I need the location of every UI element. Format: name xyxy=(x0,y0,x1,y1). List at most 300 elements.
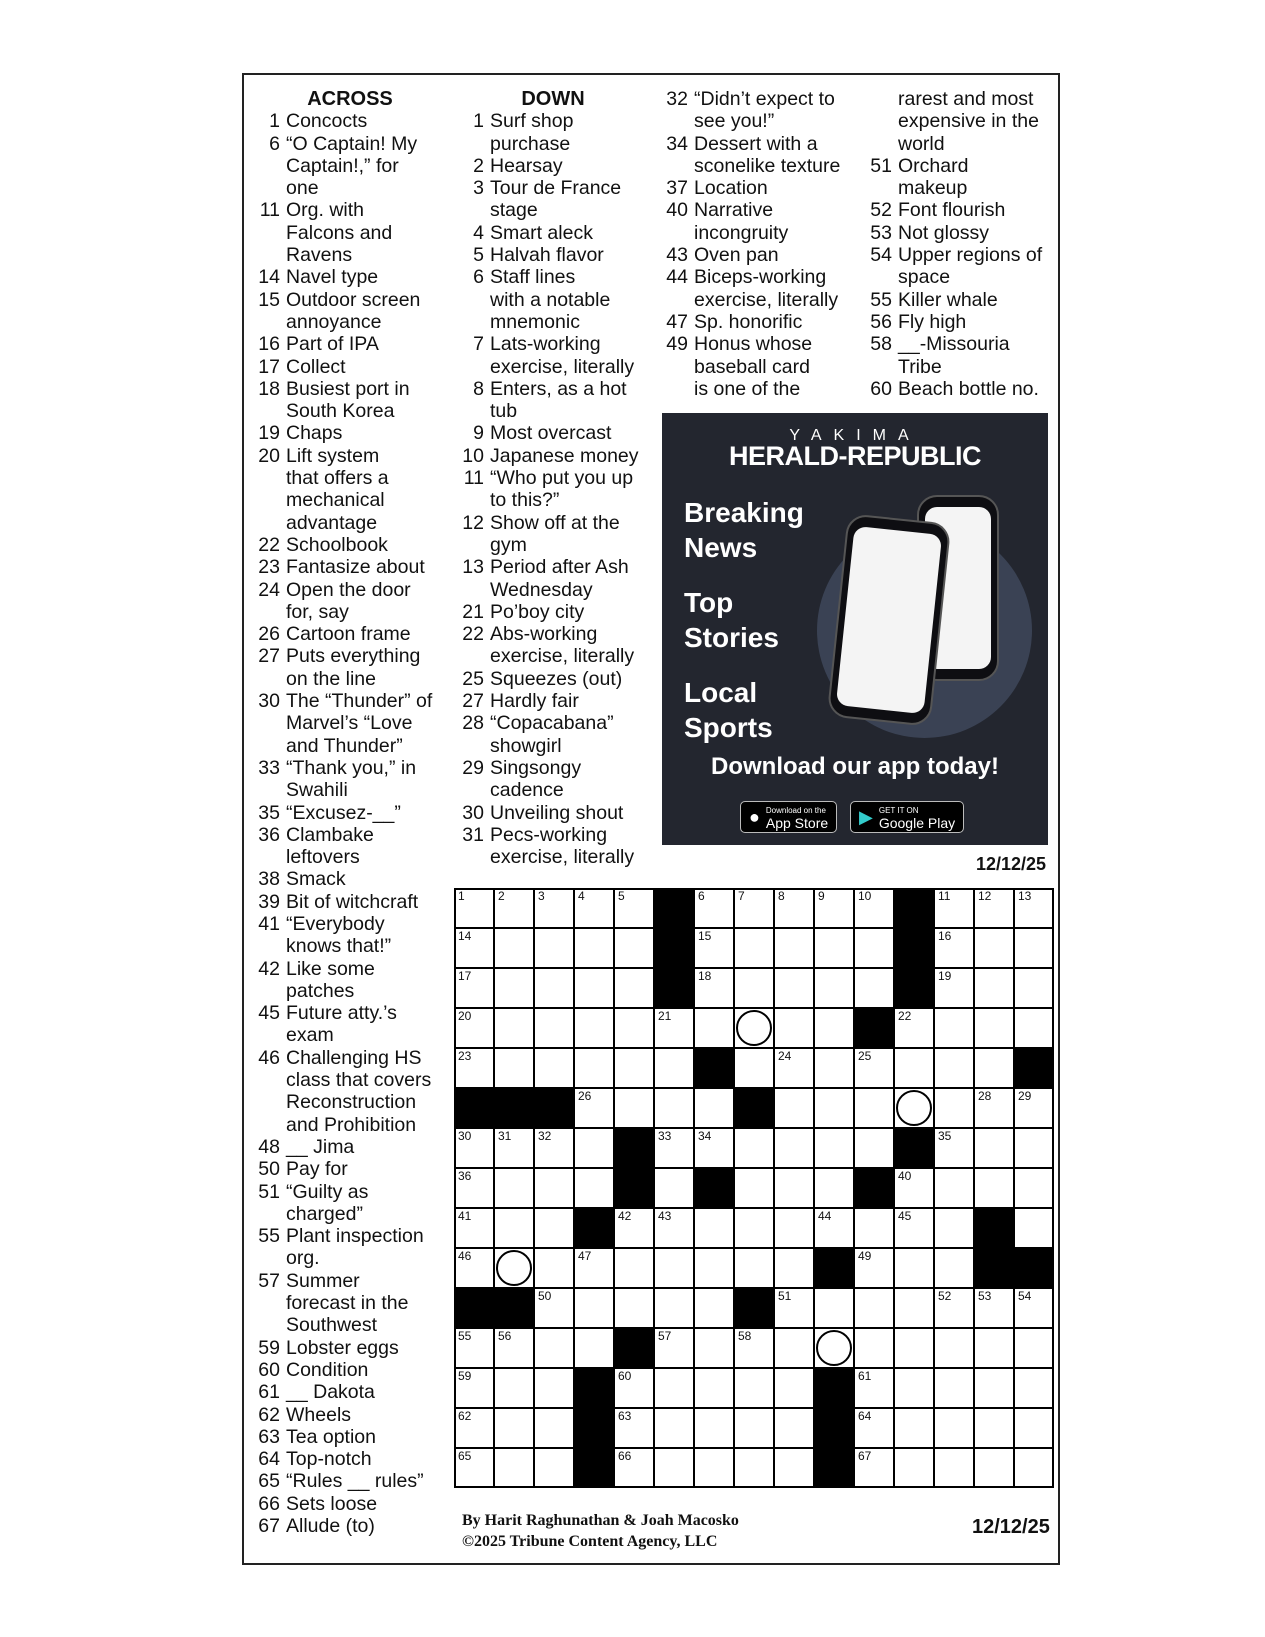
grid-cell[interactable] xyxy=(814,968,854,1008)
grid-cell[interactable] xyxy=(734,1168,774,1208)
clue-number: 40 xyxy=(666,199,688,222)
grid-cell[interactable] xyxy=(774,1368,814,1408)
grid-cell[interactable] xyxy=(854,888,894,928)
grid-cell[interactable] xyxy=(934,1008,974,1048)
grid-cell[interactable] xyxy=(494,1208,534,1248)
clue-number: 54 xyxy=(870,244,892,267)
grid-cell[interactable] xyxy=(894,1408,934,1448)
grid-cell[interactable] xyxy=(454,1168,494,1208)
grid-cell[interactable] xyxy=(534,1288,574,1328)
clue-text: Location xyxy=(694,177,768,200)
grid-cell[interactable] xyxy=(614,1088,654,1128)
grid-cell[interactable] xyxy=(1014,1448,1054,1488)
clue-down-28 xyxy=(458,712,648,757)
grid-cell[interactable] xyxy=(454,1048,494,1088)
grid-cell[interactable] xyxy=(814,928,854,968)
grid-cell-number: 57 xyxy=(658,1329,672,1343)
clue-text: Pecs-working exercise, literally xyxy=(490,823,635,869)
grid-cell[interactable] xyxy=(934,1328,974,1368)
grid-cell[interactable] xyxy=(574,1088,614,1128)
clue-number: 48 xyxy=(258,1135,280,1158)
grid-cell[interactable] xyxy=(694,968,734,1008)
grid-cell-number: 66 xyxy=(618,1449,632,1463)
clue-text: “Rules __ rules” xyxy=(286,1470,424,1493)
grid-cell[interactable] xyxy=(574,888,614,928)
down-clues-continued-2 xyxy=(866,88,1056,400)
clue-number: 36 xyxy=(258,823,280,846)
grid-cell[interactable] xyxy=(894,1448,934,1488)
grid-cell[interactable] xyxy=(494,928,534,968)
grid-cell[interactable] xyxy=(534,1368,574,1408)
clue-number: 23 xyxy=(258,556,280,579)
grid-cell[interactable] xyxy=(854,1328,894,1368)
grid-cell-number: 15 xyxy=(698,929,712,943)
grid-cell[interactable] xyxy=(574,1168,614,1208)
grid-cell[interactable] xyxy=(694,1008,734,1048)
grid-cell[interactable] xyxy=(1014,1008,1054,1048)
clue-number: 59 xyxy=(258,1336,280,1359)
grid-cell[interactable] xyxy=(814,1048,854,1088)
grid-cell[interactable] xyxy=(814,1208,854,1248)
clue-number: 56 xyxy=(870,310,892,333)
grid-cell[interactable] xyxy=(574,968,614,1008)
clue-text: Condition xyxy=(286,1358,369,1381)
grid-cell[interactable] xyxy=(694,1408,734,1448)
grid-block-cell xyxy=(574,1368,614,1408)
grid-cell[interactable] xyxy=(654,1368,694,1408)
grid-cell[interactable] xyxy=(494,1328,534,1368)
grid-cell[interactable] xyxy=(654,1048,694,1088)
grid-cell[interactable] xyxy=(494,1368,534,1408)
grid-cell[interactable] xyxy=(454,1368,494,1408)
grid-cell[interactable] xyxy=(534,1408,574,1448)
grid-cell[interactable] xyxy=(854,1128,894,1168)
grid-cell[interactable] xyxy=(694,1448,734,1488)
grid-cell[interactable] xyxy=(494,1168,534,1208)
clue-text: “O Captain! My Captain!,” for one xyxy=(286,132,418,200)
grid-cell[interactable] xyxy=(694,1288,734,1328)
grid-block-cell xyxy=(974,1208,1014,1248)
grid-cell[interactable] xyxy=(654,1328,694,1368)
clue-across-59 xyxy=(255,1337,445,1359)
clue-text: “Excusez-__” xyxy=(286,801,401,824)
grid-cell[interactable] xyxy=(734,1328,774,1368)
grid-cell[interactable] xyxy=(654,1288,694,1328)
grid-cell[interactable] xyxy=(814,1128,854,1168)
clue-text: Plant inspection org. xyxy=(286,1225,424,1270)
clue-number: 55 xyxy=(870,288,892,311)
grid-cell[interactable] xyxy=(654,1088,694,1128)
grid-cell[interactable] xyxy=(734,1008,774,1048)
grid-cell[interactable] xyxy=(614,1368,654,1408)
crossword-grid[interactable] xyxy=(454,888,1054,1488)
clue-text: The “Thunder” of Marvel’s “Love and Thunder” xyxy=(286,690,433,757)
grid-cell[interactable] xyxy=(454,1408,494,1448)
clue-down-3 xyxy=(458,177,648,222)
clue-text: Most overcast xyxy=(490,422,612,445)
grid-cell[interactable] xyxy=(734,1408,774,1448)
clue-text: Singsongy cadence xyxy=(490,756,582,802)
grid-cell[interactable] xyxy=(774,1168,814,1208)
grid-cell[interactable] xyxy=(934,968,974,1008)
grid-cell[interactable] xyxy=(934,1408,974,1448)
grid-block-cell xyxy=(614,1128,654,1168)
grid-cell[interactable] xyxy=(894,1208,934,1248)
clue-down_col4-60 xyxy=(866,378,1056,400)
grid-cell[interactable] xyxy=(734,1448,774,1488)
grid-cell[interactable] xyxy=(734,968,774,1008)
clue-number: 4 xyxy=(473,221,484,244)
grid-cell[interactable] xyxy=(614,1408,654,1448)
clue-number: 22 xyxy=(462,623,484,646)
grid-cell[interactable] xyxy=(894,1328,934,1368)
grid-cell[interactable] xyxy=(974,1048,1014,1088)
grid-cell[interactable] xyxy=(814,1088,854,1128)
grid-cell-number: 4 xyxy=(578,889,585,903)
grid-cell[interactable] xyxy=(534,928,574,968)
grid-cell[interactable] xyxy=(854,1208,894,1248)
clue-number: 52 xyxy=(870,199,892,222)
grid-cell[interactable] xyxy=(894,1168,934,1208)
grid-cell[interactable] xyxy=(494,1448,534,1488)
grid-cell[interactable] xyxy=(974,1448,1014,1488)
grid-cell[interactable] xyxy=(774,1328,814,1368)
grid-cell[interactable] xyxy=(654,1008,694,1048)
grid-cell[interactable] xyxy=(694,888,734,928)
grid-cell-number: 20 xyxy=(458,1009,472,1023)
grid-cell[interactable] xyxy=(694,928,734,968)
grid-block-cell xyxy=(894,968,934,1008)
clue-text: __ Jima xyxy=(286,1135,355,1158)
grid-cell[interactable] xyxy=(854,968,894,1008)
grid-cell[interactable] xyxy=(534,1048,574,1088)
grid-cell[interactable] xyxy=(774,1288,814,1328)
google-play-label: Google Play xyxy=(878,815,956,831)
clue-down-11 xyxy=(458,467,648,512)
clue-number: 27 xyxy=(462,690,484,713)
grid-cell[interactable] xyxy=(734,1208,774,1248)
grid-cell[interactable] xyxy=(454,1128,494,1168)
clue-down-10 xyxy=(458,445,648,467)
clue-across-61 xyxy=(255,1381,445,1403)
grid-cell-number: 2 xyxy=(498,889,505,903)
circled-cell-marker xyxy=(816,1330,852,1366)
grid-cell[interactable] xyxy=(494,1008,534,1048)
clue-text: Orchard makeup xyxy=(898,154,969,200)
clue-down-27 xyxy=(458,690,648,712)
grid-cell-number: 53 xyxy=(978,1289,992,1303)
grid-cell[interactable] xyxy=(854,928,894,968)
ad-local-sports: Local Sports xyxy=(684,677,773,743)
clue-text: Clambake leftovers xyxy=(286,823,374,869)
grid-block-cell xyxy=(614,1168,654,1208)
grid-cell[interactable] xyxy=(574,1288,614,1328)
clue-across-66 xyxy=(255,1493,445,1515)
grid-cell[interactable] xyxy=(934,928,974,968)
grid-cell[interactable] xyxy=(734,1248,774,1288)
grid-cell[interactable] xyxy=(934,1248,974,1288)
clue-number: 49 xyxy=(666,333,688,356)
grid-cell[interactable] xyxy=(454,968,494,1008)
grid-cell[interactable] xyxy=(574,1248,614,1288)
grid-cell[interactable] xyxy=(854,1448,894,1488)
grid-cell[interactable] xyxy=(814,1008,854,1048)
grid-cell[interactable] xyxy=(974,1328,1014,1368)
grid-cell[interactable] xyxy=(774,928,814,968)
clue-text: Period after Ash Wednesday xyxy=(490,556,629,601)
grid-cell[interactable] xyxy=(1014,1128,1054,1168)
clue-text: Abs-working exercise, literally xyxy=(490,623,635,668)
grid-cell[interactable] xyxy=(1014,1168,1054,1208)
clue-down_col4-53 xyxy=(866,222,1056,244)
grid-cell[interactable] xyxy=(534,1248,574,1288)
clue-across-35 xyxy=(255,802,445,824)
grid-cell[interactable] xyxy=(1014,1368,1054,1408)
clue-down_col3-32 xyxy=(662,88,850,133)
clue-across-20 xyxy=(255,445,445,534)
grid-cell[interactable] xyxy=(454,1448,494,1488)
grid-cell[interactable] xyxy=(494,1128,534,1168)
grid-cell-number: 44 xyxy=(818,1209,832,1223)
grid-cell[interactable] xyxy=(734,928,774,968)
grid-cell[interactable] xyxy=(654,1448,694,1488)
grid-cell[interactable] xyxy=(454,1328,494,1368)
grid-cell[interactable] xyxy=(734,1128,774,1168)
grid-cell[interactable] xyxy=(534,968,574,1008)
grid-cell[interactable] xyxy=(974,1168,1014,1208)
grid-cell[interactable] xyxy=(934,1048,974,1088)
grid-cell-number: 11 xyxy=(938,889,951,903)
grid-cell[interactable] xyxy=(774,1408,814,1448)
clue-number: 67 xyxy=(258,1515,280,1537)
grid-cell-number: 19 xyxy=(938,969,952,983)
apple-icon: ● xyxy=(749,806,760,827)
grid-cell[interactable] xyxy=(774,1248,814,1288)
grid-cell[interactable] xyxy=(974,1408,1014,1448)
grid-cell[interactable] xyxy=(814,888,854,928)
grid-cell[interactable] xyxy=(974,1368,1014,1408)
grid-cell[interactable] xyxy=(494,888,534,928)
grid-cell[interactable] xyxy=(934,1168,974,1208)
grid-cell[interactable] xyxy=(774,1448,814,1488)
grid-cell[interactable] xyxy=(894,1248,934,1288)
grid-cell[interactable] xyxy=(494,1048,534,1088)
grid-cell-number: 65 xyxy=(458,1449,472,1463)
grid-cell[interactable] xyxy=(774,1128,814,1168)
grid-cell[interactable] xyxy=(654,1208,694,1248)
clue-number: 33 xyxy=(258,756,280,779)
clue-number: 58 xyxy=(870,333,892,356)
grid-cell-number: 47 xyxy=(578,1249,592,1263)
grid-cell[interactable] xyxy=(974,928,1014,968)
clue-across-60 xyxy=(255,1359,445,1381)
grid-cell[interactable] xyxy=(854,1088,894,1128)
grid-cell[interactable] xyxy=(1014,1088,1054,1128)
grid-cell[interactable] xyxy=(894,1088,934,1128)
clue-down-30 xyxy=(458,802,648,824)
grid-cell[interactable] xyxy=(774,1008,814,1048)
clue-text: Chaps xyxy=(286,422,343,445)
clue-text: “Didn’t expect to see you!” xyxy=(694,88,835,133)
grid-cell[interactable] xyxy=(494,1248,534,1288)
clue-number: 3 xyxy=(473,177,484,200)
grid-cell[interactable] xyxy=(454,1008,494,1048)
clue-across-39 xyxy=(255,891,445,913)
clue-text: Killer whale xyxy=(898,288,998,311)
grid-cell[interactable] xyxy=(534,1328,574,1368)
grid-cell[interactable] xyxy=(934,888,974,928)
grid-cell[interactable] xyxy=(1014,888,1054,928)
grid-cell[interactable] xyxy=(574,1128,614,1168)
clue-across-64 xyxy=(255,1448,445,1470)
grid-cell[interactable] xyxy=(654,1168,694,1208)
grid-cell[interactable] xyxy=(694,1088,734,1128)
grid-cell-number: 26 xyxy=(578,1089,592,1103)
clue-across-55 xyxy=(255,1225,445,1270)
grid-cell[interactable] xyxy=(854,1288,894,1328)
grid-cell[interactable] xyxy=(894,1008,934,1048)
clue-down-5 xyxy=(458,244,648,266)
grid-cell[interactable] xyxy=(854,1048,894,1088)
clue-number: 37 xyxy=(666,177,688,200)
grid-cell[interactable] xyxy=(774,1208,814,1248)
grid-cell[interactable] xyxy=(534,1448,574,1488)
grid-cell[interactable] xyxy=(974,888,1014,928)
grid-cell[interactable] xyxy=(454,1208,494,1248)
grid-cell[interactable] xyxy=(1014,1208,1054,1248)
grid-block-cell xyxy=(614,1328,654,1368)
grid-cell[interactable] xyxy=(894,1368,934,1408)
grid-cell[interactable] xyxy=(454,888,494,928)
grid-cell[interactable] xyxy=(814,1328,854,1368)
grid-cell[interactable] xyxy=(574,1008,614,1048)
clue-text: Biceps-working exercise, literally xyxy=(694,266,839,311)
google-play-badge[interactable] xyxy=(850,801,964,833)
grid-cell[interactable] xyxy=(934,1208,974,1248)
grid-cell[interactable] xyxy=(1014,968,1054,1008)
grid-cell[interactable] xyxy=(654,1128,694,1168)
grid-cell[interactable] xyxy=(574,1048,614,1088)
clue-across-67 xyxy=(255,1515,445,1537)
clue-text: Lats-working exercise, literally xyxy=(490,333,635,378)
grid-cell[interactable] xyxy=(694,1328,734,1368)
grid-cell[interactable] xyxy=(974,1128,1014,1168)
clue-number: 6 xyxy=(473,266,484,289)
grid-cell[interactable] xyxy=(854,1368,894,1408)
grid-cell[interactable] xyxy=(854,1248,894,1288)
grid-cell[interactable] xyxy=(534,1128,574,1168)
grid-cell[interactable] xyxy=(934,1368,974,1408)
grid-cell[interactable] xyxy=(614,1248,654,1288)
grid-block-cell xyxy=(974,1248,1014,1288)
clue-number: 65 xyxy=(258,1470,280,1493)
grid-cell[interactable] xyxy=(974,1288,1014,1328)
grid-cell[interactable] xyxy=(894,1048,934,1088)
grid-cell[interactable] xyxy=(734,888,774,928)
grid-cell[interactable] xyxy=(614,928,654,968)
grid-cell[interactable] xyxy=(774,1088,814,1128)
clue-down_col3-40 xyxy=(662,199,850,244)
grid-cell[interactable] xyxy=(974,1008,1014,1048)
grid-cell[interactable] xyxy=(934,1288,974,1328)
grid-cell[interactable] xyxy=(494,968,534,1008)
clue-text: Smart aleck xyxy=(490,221,593,244)
clue-number: 60 xyxy=(258,1358,280,1381)
grid-cell[interactable] xyxy=(614,1448,654,1488)
app-store-badge[interactable] xyxy=(740,801,837,833)
grid-cell[interactable] xyxy=(654,1248,694,1288)
clue-across-16 xyxy=(255,333,445,355)
clue-across-27 xyxy=(255,645,445,690)
grid-cell[interactable] xyxy=(814,1288,854,1328)
grid-cell[interactable] xyxy=(774,968,814,1008)
grid-cell[interactable] xyxy=(934,1448,974,1488)
grid-cell[interactable] xyxy=(774,1048,814,1088)
grid-cell[interactable] xyxy=(574,928,614,968)
circled-cell-marker xyxy=(896,1090,932,1126)
grid-cell[interactable] xyxy=(614,968,654,1008)
grid-cell[interactable] xyxy=(614,888,654,928)
grid-cell[interactable] xyxy=(694,1368,734,1408)
grid-cell[interactable] xyxy=(814,1168,854,1208)
grid-cell[interactable] xyxy=(454,1248,494,1288)
grid-cell[interactable] xyxy=(614,1288,654,1328)
grid-block-cell xyxy=(574,1448,614,1488)
grid-block-cell xyxy=(854,1008,894,1048)
clue-number: 6 xyxy=(269,132,280,155)
grid-cell[interactable] xyxy=(1014,1408,1054,1448)
grid-cell[interactable] xyxy=(974,968,1014,1008)
grid-cell[interactable] xyxy=(734,1368,774,1408)
grid-cell[interactable] xyxy=(974,1088,1014,1128)
grid-cell[interactable] xyxy=(934,1088,974,1128)
grid-cell[interactable] xyxy=(894,1288,934,1328)
grid-cell[interactable] xyxy=(734,1048,774,1088)
grid-cell[interactable] xyxy=(534,1008,574,1048)
grid-cell[interactable] xyxy=(534,1168,574,1208)
clue-number: 1 xyxy=(269,110,280,133)
grid-cell[interactable] xyxy=(454,928,494,968)
grid-cell[interactable] xyxy=(534,1208,574,1248)
grid-cell[interactable] xyxy=(934,1128,974,1168)
grid-cell[interactable] xyxy=(1014,1328,1054,1368)
grid-cell[interactable] xyxy=(614,1008,654,1048)
grid-cell[interactable] xyxy=(534,888,574,928)
grid-cell-number: 6 xyxy=(698,889,705,903)
grid-cell[interactable] xyxy=(1014,928,1054,968)
grid-block-cell xyxy=(854,1168,894,1208)
clue-text: Sets loose xyxy=(286,1492,378,1515)
grid-cell[interactable] xyxy=(614,1208,654,1248)
grid-cell[interactable] xyxy=(654,1408,694,1448)
clue-text: Busiest port in South Korea xyxy=(286,377,410,423)
app-advertisement[interactable] xyxy=(662,413,1048,845)
grid-cell[interactable] xyxy=(774,888,814,928)
clue-across-42 xyxy=(255,958,445,1003)
grid-cell[interactable] xyxy=(694,1208,734,1248)
grid-cell[interactable] xyxy=(574,1328,614,1368)
grid-cell[interactable] xyxy=(614,1048,654,1088)
clue-across-41 xyxy=(255,913,445,958)
grid-cell[interactable] xyxy=(494,1408,534,1448)
grid-cell[interactable] xyxy=(694,1128,734,1168)
grid-cell[interactable] xyxy=(694,1248,734,1288)
clue-text: Wheels xyxy=(286,1403,352,1426)
clue-down-22 xyxy=(458,623,648,668)
grid-cell[interactable] xyxy=(854,1408,894,1448)
grid-cell-number: 63 xyxy=(618,1409,632,1423)
grid-cell[interactable] xyxy=(1014,1288,1054,1328)
